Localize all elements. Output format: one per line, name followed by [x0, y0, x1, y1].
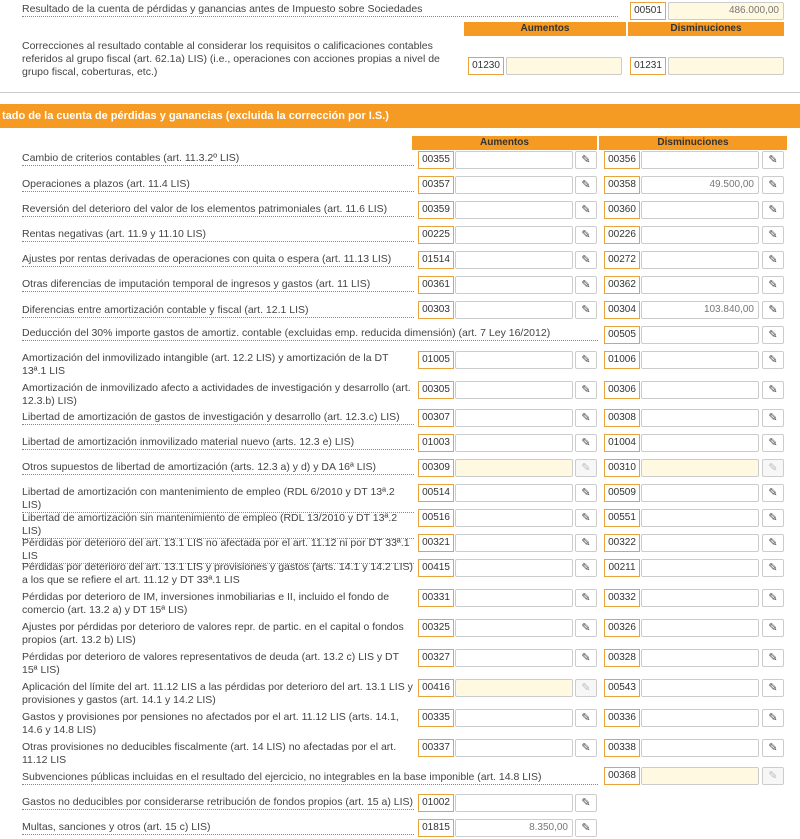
edit-pencil-icon[interactable]: ✎ — [762, 226, 784, 244]
edit-pencil-icon[interactable]: ✎ — [575, 559, 597, 577]
edit-pencil-icon[interactable]: ✎ — [575, 409, 597, 427]
code-disminuciones: 00272 — [604, 251, 640, 269]
input-disminuciones[interactable] — [641, 619, 759, 637]
input-aumentos[interactable] — [455, 459, 573, 477]
code-aumentos: 01005 — [418, 351, 454, 369]
code-aumentos: 00321 — [418, 534, 454, 552]
edit-pencil-icon[interactable]: ✎ — [575, 739, 597, 757]
row-label: Subvenciones públicas incluidas en el resultado del ejercicio, no integrables en la base imponible (art. 14.8 LIS) — [22, 771, 598, 785]
code-disminuciones: 01006 — [604, 351, 640, 369]
edit-pencil-icon[interactable]: ✎ — [575, 201, 597, 219]
input-disminuciones[interactable] — [641, 326, 759, 344]
input-aumentos[interactable] — [455, 409, 573, 427]
code-disminuciones: 00543 — [604, 679, 640, 697]
input-disminuciones[interactable] — [641, 409, 759, 427]
row-label: Deducción del 30% importe gastos de amortiz. contable (excluidas emp. reducida dimensión) (art. 7 Ley 16/2012) — [22, 327, 598, 341]
edit-pencil-icon[interactable]: ✎ — [575, 619, 597, 637]
row-label: Libertad de amortización inmovilizado material nuevo (arts. 12.3 e) LIS) — [22, 436, 414, 450]
input-disminuciones[interactable] — [641, 739, 759, 757]
code-aumentos: 00331 — [418, 589, 454, 607]
edit-pencil-icon[interactable]: ✎ — [762, 619, 784, 637]
correcciones-input-aumentos[interactable] — [506, 57, 622, 75]
input-disminuciones[interactable] — [641, 381, 759, 399]
row-label: Reversión del deterioro del valor de los elementos patrimoniales (art. 11.6 LIS) — [22, 203, 414, 217]
code-aumentos: 00327 — [418, 649, 454, 667]
code-aumentos: 00303 — [418, 301, 454, 319]
edit-pencil-icon[interactable]: ✎ — [575, 226, 597, 244]
input-aumentos[interactable] — [455, 709, 573, 727]
row-label: Otros supuestos de libertad de amortización (arts. 12.3 a) y d) y DA 16ª LIS) — [22, 461, 414, 475]
input-disminuciones[interactable] — [641, 649, 759, 667]
input-disminuciones[interactable] — [641, 767, 759, 785]
code-aumentos: 01514 — [418, 251, 454, 269]
code-aumentos: 00335 — [418, 709, 454, 727]
row-label: Libertad de amortización con mantenimiento de empleo (RDL 6/2010 y DT 13ª.2 LIS) — [22, 486, 414, 513]
edit-pencil-icon[interactable]: ✎ — [762, 484, 784, 502]
code-disminuciones: 00551 — [604, 509, 640, 527]
edit-pencil-icon[interactable]: ✎ — [762, 251, 784, 269]
correcciones-input-disminuciones[interactable] — [668, 57, 784, 75]
code-aumentos: 00516 — [418, 509, 454, 527]
row-label: Ajustes por rentas derivadas de operaciones con quita o espera (art. 11.13 LIS) — [22, 253, 414, 267]
code-disminuciones: 00332 — [604, 589, 640, 607]
input-aumentos[interactable] — [455, 434, 573, 452]
code-aumentos: 01002 — [418, 794, 454, 812]
row-label: Aplicación del límite del art. 11.12 LIS a las pérdidas por deterioro del art. 13.1 LIS y provisiones y gastos (art. 14.1 y 14.2 LIS) — [22, 681, 413, 706]
input-aumentos[interactable] — [455, 534, 573, 552]
row-label: Otras provisiones no deducibles fiscalmente (art. 14 LIS) no afectadas por el art. 11.12 LIS — [22, 741, 397, 766]
row-label: Amortización de inmovilizado afecto a actividades de investigación y desarrollo (art. 12.3.b) LIS) — [22, 382, 411, 407]
code-aumentos: 01815 — [418, 819, 454, 837]
correcciones-code-disminuciones: 01231 — [630, 57, 666, 75]
input-aumentos[interactable] — [455, 794, 573, 812]
code-disminuciones: 00338 — [604, 739, 640, 757]
row-label: Pérdidas por deterioro del art. 13.1 LIS y provisiones y gastos (arts. 14.1 y 14.2 LIS) a los que se refiere el art. 11.12 y DT 33ª.1 LIS — [22, 561, 414, 586]
edit-pencil-icon[interactable]: ✎ — [575, 251, 597, 269]
edit-pencil-icon[interactable]: ✎ — [575, 351, 597, 369]
input-aumentos[interactable] — [455, 151, 573, 169]
header-aumentos: Aumentos — [412, 136, 597, 150]
header-disminuciones: Disminuciones — [599, 136, 787, 150]
edit-pencil-icon[interactable]: ✎ — [575, 679, 597, 697]
code-disminuciones: 00362 — [604, 276, 640, 294]
code-aumentos: 00361 — [418, 276, 454, 294]
code-disminuciones: 00368 — [604, 767, 640, 785]
code-disminuciones: 00226 — [604, 226, 640, 244]
input-disminuciones[interactable] — [641, 534, 759, 552]
row-label: Otras diferencias de imputación temporal de ingresos y gastos (art. 11 LIS) — [22, 278, 414, 292]
edit-pencil-icon[interactable]: ✎ — [762, 739, 784, 757]
code-aumentos: 00225 — [418, 226, 454, 244]
code-disminuciones: 00310 — [604, 459, 640, 477]
edit-pencil-icon[interactable]: ✎ — [575, 151, 597, 169]
edit-pencil-icon[interactable]: ✎ — [575, 484, 597, 502]
code-aumentos: 00305 — [418, 381, 454, 399]
code-disminuciones: 00306 — [604, 381, 640, 399]
edit-pencil-icon[interactable]: ✎ — [575, 819, 597, 837]
edit-pencil-icon[interactable]: ✎ — [575, 589, 597, 607]
code-disminuciones: 00308 — [604, 409, 640, 427]
edit-pencil-icon[interactable]: ✎ — [575, 176, 597, 194]
input-aumentos[interactable] — [455, 381, 573, 399]
edit-pencil-icon[interactable]: ✎ — [762, 509, 784, 527]
edit-pencil-icon[interactable]: ✎ — [762, 176, 784, 194]
section-banner: tado de la cuenta de pérdidas y ganancias (excluida la corrección por I.S.) — [0, 104, 800, 128]
code-disminuciones: 00322 — [604, 534, 640, 552]
input-aumentos[interactable] — [455, 484, 573, 502]
code-disminuciones: 00358 — [604, 176, 640, 194]
row-label: Operaciones a plazos (art. 11.4 LIS) — [22, 178, 414, 192]
code-disminuciones: 00505 — [604, 326, 640, 344]
input-disminuciones[interactable] — [641, 679, 759, 697]
input-aumentos[interactable] — [455, 739, 573, 757]
code-disminuciones: 00336 — [604, 709, 640, 727]
input-disminuciones[interactable] — [641, 559, 759, 577]
edit-pencil-icon[interactable]: ✎ — [575, 509, 597, 527]
code-disminuciones: 00360 — [604, 201, 640, 219]
input-aumentos[interactable] — [455, 226, 573, 244]
edit-pencil-icon[interactable]: ✎ — [762, 409, 784, 427]
edit-pencil-icon[interactable]: ✎ — [762, 679, 784, 697]
edit-pencil-icon[interactable]: ✎ — [762, 649, 784, 667]
edit-pencil-icon[interactable]: ✎ — [762, 351, 784, 369]
input-aumentos[interactable] — [455, 649, 573, 667]
code-aumentos: 00514 — [418, 484, 454, 502]
code-disminuciones: 01004 — [604, 434, 640, 452]
edit-pencil-icon[interactable]: ✎ — [762, 767, 784, 785]
input-aumentos[interactable]: 8.350,00 — [455, 819, 573, 837]
separator — [0, 92, 800, 93]
input-aumentos[interactable] — [455, 589, 573, 607]
edit-pencil-icon[interactable]: ✎ — [575, 276, 597, 294]
code-aumentos: 00359 — [418, 201, 454, 219]
edit-pencil-icon[interactable]: ✎ — [762, 326, 784, 344]
edit-pencil-icon[interactable]: ✎ — [762, 434, 784, 452]
code-aumentos: 00325 — [418, 619, 454, 637]
input-disminuciones[interactable] — [641, 459, 759, 477]
input-disminuciones[interactable] — [641, 251, 759, 269]
row-label: Pérdidas por deterioro de valores representativos de deuda (art. 13.2 c) LIS y DT 15ª LIS) — [22, 651, 399, 676]
resultado-code: 00501 — [630, 2, 666, 20]
row-label: Gastos no deducibles por considerarse retribución de fondos propios (art. 15 a) LIS) — [22, 796, 414, 808]
correcciones-label: Correcciones al resultado contable al considerar los requisitos o calificaciones contables referidos al grupo fiscal (art. 62.1a) LIS) (i.e., operaciones con acciones propias a nivel de grupo fiscal, coberturas, etc.) — [22, 40, 440, 78]
edit-pencil-icon[interactable]: ✎ — [575, 381, 597, 399]
row-label: Amortización del inmovilizado intangible (art. 12.2 LIS) y amortización de la DT 13ª.1 LIS — [22, 352, 389, 377]
edit-pencil-icon[interactable]: ✎ — [762, 559, 784, 577]
edit-pencil-icon[interactable]: ✎ — [575, 709, 597, 727]
row-label: Ajustes por pérdidas por deterioro de valores repr. de partic. en el capital o fondos propios (art. 13.2 b) LIS) — [22, 621, 404, 646]
row-label: Gastos y provisiones por pensiones no afectados por el art. 11.12 LIS (arts. 14.1, 14.6 y 14.8 LIS) — [22, 711, 399, 736]
input-aumentos[interactable] — [455, 679, 573, 697]
code-disminuciones: 00509 — [604, 484, 640, 502]
input-disminuciones[interactable]: 103.840,00 — [641, 301, 759, 319]
edit-pencil-icon[interactable]: ✎ — [762, 709, 784, 727]
correcciones-code-aumentos: 01230 — [468, 57, 504, 75]
row-label: Libertad de amortización sin mantenimiento de empleo (RDL 13/2010 y DT 13ª.2 LIS) — [22, 512, 414, 539]
code-aumentos: 00357 — [418, 176, 454, 194]
input-aumentos[interactable] — [455, 276, 573, 294]
input-aumentos[interactable] — [455, 201, 573, 219]
input-disminuciones[interactable] — [641, 151, 759, 169]
resultado-label: Resultado de la cuenta de pérdidas y ganancias antes de Impuesto sobre Sociedades — [22, 3, 618, 17]
edit-pencil-icon[interactable]: ✎ — [762, 276, 784, 294]
input-aumentos[interactable] — [455, 301, 573, 319]
code-disminuciones: 00326 — [604, 619, 640, 637]
input-disminuciones[interactable] — [641, 276, 759, 294]
code-aumentos: 00309 — [418, 459, 454, 477]
edit-pencil-icon[interactable]: ✎ — [762, 151, 784, 169]
code-disminuciones: 00211 — [604, 559, 640, 577]
edit-pencil-icon[interactable]: ✎ — [575, 649, 597, 667]
edit-pencil-icon[interactable]: ✎ — [762, 301, 784, 319]
code-aumentos: 00416 — [418, 679, 454, 697]
edit-pencil-icon[interactable]: ✎ — [575, 794, 597, 812]
edit-pencil-icon[interactable]: ✎ — [762, 589, 784, 607]
code-disminuciones: 00304 — [604, 301, 640, 319]
input-disminuciones[interactable] — [641, 351, 759, 369]
input-aumentos[interactable] — [455, 559, 573, 577]
code-disminuciones: 00356 — [604, 151, 640, 169]
input-disminuciones[interactable] — [641, 201, 759, 219]
input-aumentos[interactable] — [455, 509, 573, 527]
edit-pencil-icon[interactable]: ✎ — [762, 381, 784, 399]
row-label: Pérdidas por deterioro de IM, inversiones inmobiliarias e II, incluido el fondo de comercio (art. 13.2 a) y DT 15ª LIS) — [22, 591, 390, 616]
edit-pencil-icon[interactable]: ✎ — [575, 459, 597, 477]
code-aumentos: 00355 — [418, 151, 454, 169]
row-label: Multas, sanciones y otros (art. 15 c) LIS) — [22, 821, 414, 835]
edit-pencil-icon[interactable]: ✎ — [762, 201, 784, 219]
edit-pencil-icon[interactable]: ✎ — [575, 301, 597, 319]
code-aumentos: 01003 — [418, 434, 454, 452]
row-label: Rentas negativas (art. 11.9 y 11.10 LIS) — [22, 228, 414, 242]
top-header-disminuciones: Disminuciones — [628, 22, 784, 36]
input-disminuciones[interactable]: 49.500,00 — [641, 176, 759, 194]
resultado-input[interactable]: 486.000,00 — [668, 2, 784, 20]
code-aumentos: 00337 — [418, 739, 454, 757]
code-aumentos: 00307 — [418, 409, 454, 427]
input-aumentos[interactable] — [455, 351, 573, 369]
edit-pencil-icon[interactable]: ✎ — [575, 434, 597, 452]
input-disminuciones[interactable] — [641, 709, 759, 727]
edit-pencil-icon[interactable]: ✎ — [762, 534, 784, 552]
input-disminuciones[interactable] — [641, 434, 759, 452]
edit-pencil-icon[interactable]: ✎ — [575, 534, 597, 552]
code-aumentos: 00415 — [418, 559, 454, 577]
input-aumentos[interactable] — [455, 619, 573, 637]
input-disminuciones[interactable] — [641, 226, 759, 244]
row-label: Diferencias entre amortización contable y fiscal (art. 12.1 LIS) — [22, 304, 414, 318]
input-aumentos[interactable] — [455, 251, 573, 269]
row-label: Libertad de amortización de gastos de investigación y desarrollo (art. 12.3.c) LIS) — [22, 411, 414, 425]
top-header-aumentos: Aumentos — [464, 22, 626, 36]
input-disminuciones[interactable] — [641, 589, 759, 607]
code-disminuciones: 00328 — [604, 649, 640, 667]
input-disminuciones[interactable] — [641, 509, 759, 527]
row-label: Pérdidas por deterioro del art. 13.1 LIS no afectada por el art. 11.12 ni por DT 33ª.1 LIS — [22, 537, 414, 564]
input-aumentos[interactable] — [455, 176, 573, 194]
input-disminuciones[interactable] — [641, 484, 759, 502]
row-label: Cambio de criterios contables (art. 11.3.2º LIS) — [22, 152, 414, 166]
edit-pencil-icon[interactable]: ✎ — [762, 459, 784, 477]
